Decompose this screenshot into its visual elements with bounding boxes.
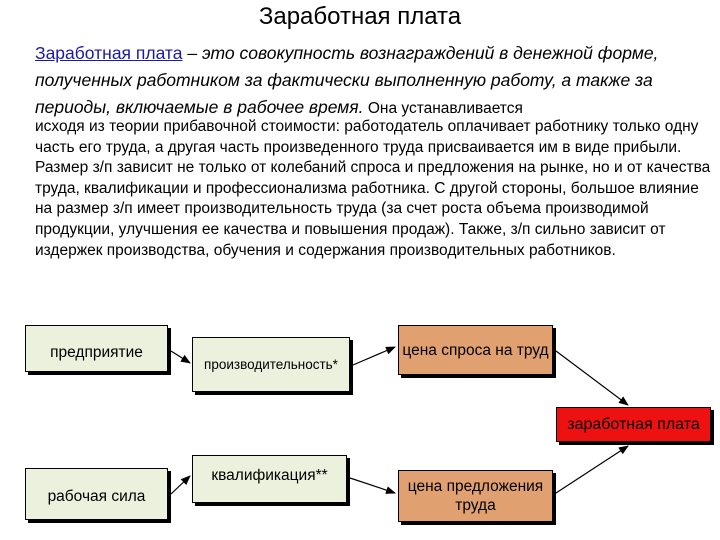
productivity-label: производительность*: [204, 357, 338, 372]
labor-label: рабочая сила: [47, 488, 146, 505]
page-title: Заработная плата: [258, 3, 462, 30]
arrow-productivity-to-demand: [353, 347, 395, 365]
qualification-box: [192, 455, 347, 503]
enterprise-label: предприятие: [50, 344, 143, 361]
demand-price-box: [398, 325, 553, 375]
qualification-label: квалификация**: [211, 467, 328, 484]
arrow-labor-to-qualification: [171, 476, 190, 494]
demand-price-label: цена спроса на труд: [402, 341, 549, 359]
productivity-box: [192, 337, 350, 392]
definition-term: Заработная плата: [35, 43, 183, 63]
wage-box: [556, 407, 711, 442]
arrow-supply-to-wage: [556, 446, 628, 493]
definition-text: – это совокупность вознаграждений в денежной форме, полученных работником за фактически выполненную работу, а также за периоды, включаемые в рабочее время.: [35, 43, 659, 117]
supply-price-box: [398, 470, 553, 522]
labor-box: [25, 468, 168, 520]
arrow-demand-to-wage: [556, 351, 628, 405]
arrow-qualification-to-supply: [350, 478, 395, 493]
wage-label: заработная плата: [567, 416, 700, 433]
arrow-enterprise-to-productivity: [171, 351, 190, 363]
supply-price-label: цена предложения труда: [407, 478, 544, 514]
definition-continuation: Она устанавливается: [363, 100, 523, 117]
enterprise-box: [25, 325, 168, 372]
body-paragraph: исходя из теории прибавочной стоимости: работодатель оплачивает работнику только одну часть его труда, а другая часть произведенного труда присваивается им в виде прибыли. Размер з/п зависит не только от колебаний спроса и предложения на рынке, но и от качества труда, квалификации и профессионализма работника. С другой стороны, большое влияние на размер з/п имеет производительность труда (за счет роста объема производимой продукции, улучшения ее качества и повышения продаж). Также, з/п сильно зависит от издержек производства, обучения и содержания производительных работников.: [35, 118, 711, 259]
